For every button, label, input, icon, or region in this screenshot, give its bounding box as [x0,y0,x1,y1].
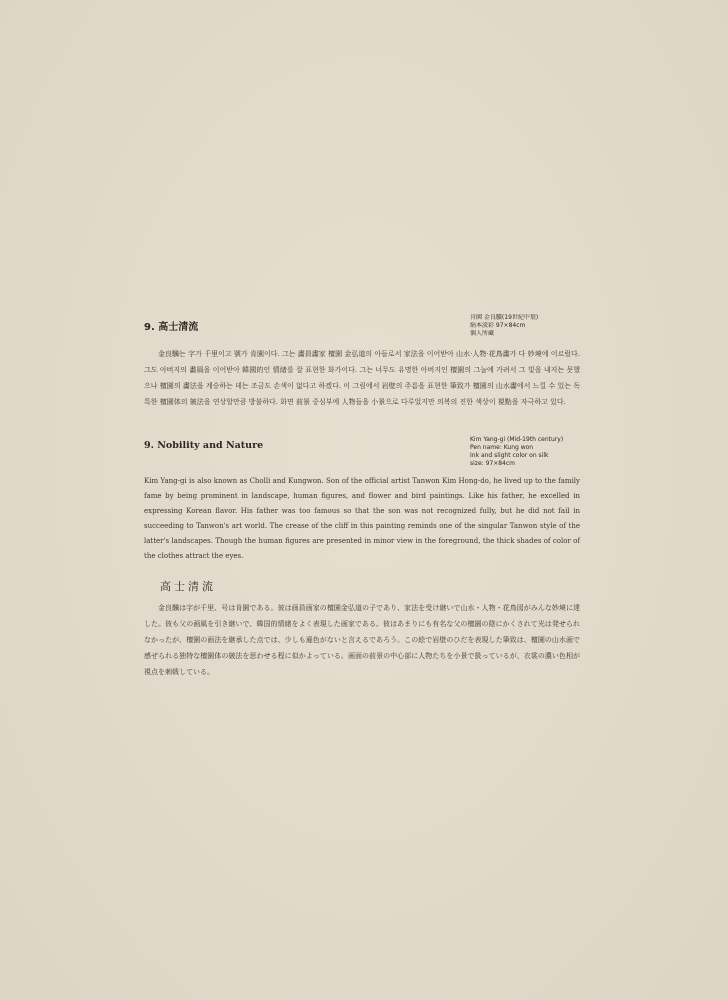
english-meta-line: Pen name: Kung won [470,444,534,451]
english-meta-line: Kim Yang-gi (Mid-19th century) [470,436,564,443]
korean-meta-line: 絹本淡彩 97×84cm [470,322,526,329]
korean-artwork-meta [470,314,580,338]
korean-body-text: 金良驥는 字가 千里이고 號가 肯園이다. 그는 畵員畵家 檀園 金弘道의 아들로서 家法을 이어받아 山水·人物·花鳥畵가 다 妙境에 이르렀다. 그도 아버지의 畵風을 이어받아 韓國的인 情緖를 잘 표현한 화가이다. 그는 너무도 유명한 아버지인 檀園의 그늘에 가려서 그 빛을 내지는 못했으나 檀園의 畵法을 계승하는 데는 조금도 손색이 없다고 하겠다. 이 그림에서 岩壁의 주름을 표현한 筆致가 檀園의 山水畵에서 느낄 수 있는 독특한 檀園体의 皴法을 연상할만큼 방불하다. 화면 前景 중심부에 人物들을 小景으로 다루었지만 의복의 진한 색상이 視點을 자극하고 있다. [144,350,580,406]
korean-meta-line: 肯園 金良驥(19世紀中葉) [470,314,539,321]
english-body-text: Kim Yang-gi is also known as Cholli and Kungwon. Son of the official artist Tanwon Kim Hong-do, he lived up to the family fame by being prominent in landscape, human figures, and flower and bird paintings. Like his father, he excelled in expressing Korean flavor. His father was too famous so that the son was not recognized fully, but he did not fail in succeeding to Tanwon's art world. The crease of the cliff in this painting reminds one of the singular Tanwon style of the latter's landscapes. Though the human figures are presented in minor view in the foreground, the thick shades of color of the clothes attract the eyes. [144,477,580,560]
english-meta-line: Ink and slight color on silk [470,452,549,459]
korean-section [144,314,580,418]
english-meta-line: size: 97×84cm [470,460,516,467]
japanese-section [144,578,580,676]
english-title: 9. Nobility and Nature [144,440,264,451]
korean-meta-line: 個人所藏 [470,330,495,337]
korean-title: 9. 高士清流 [144,322,199,333]
japanese-body-text: 金良驥は字が千里、号は肯園である。彼は画員画家の檀園金弘道の子であり、家法を受け継いで山水・人物・花鳥図がみんな妙境に達した。彼も父の画風を引き継いで、韓国的情緒をよく表現した画家である。彼はあまりにも有名な父の檀園の陰にかくされて光は発せられなかったが、檀園の画法を継承した点では、少しも遜色がないと言えるであろう。この絵で岩壁のひだを表現した筆致は、檀園の山水画で感ぜられる独特な檀園体の皴法を思わせる程に似かよっている。画面の前景の中心部に人物たちを小景で扱っているが、衣裳の濃い色相が視点を刺戟している。 [144,604,580,676]
english-artwork-meta [470,436,580,468]
japanese-title: 高士清流 [160,580,216,593]
english-section [144,436,580,560]
